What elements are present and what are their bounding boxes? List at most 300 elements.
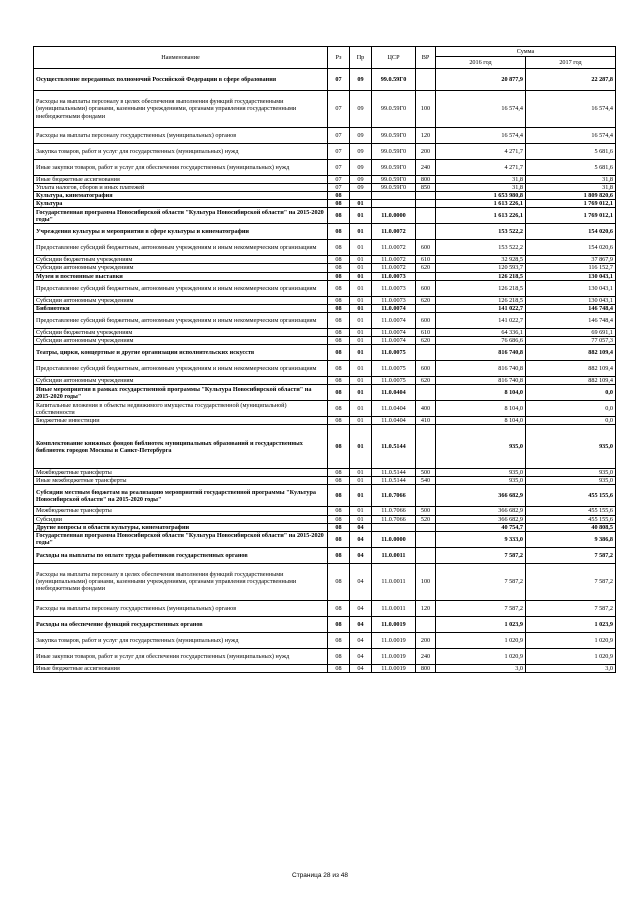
cell-rz: 08 [328,256,350,264]
cell-csr: 11.0.0000 [372,531,416,547]
table-row [34,425,616,469]
cell-pr: 01 [350,477,372,485]
cell-name: Расходы на обеспечение функций государственных органов [34,616,328,632]
cell-pr: 04 [350,616,372,632]
cell-rz: 08 [328,515,350,523]
cell-pr: 01 [350,485,372,507]
cell-v2017: 1 020,9 [526,632,616,648]
cell-vr: 800 [416,176,436,184]
cell-rz: 07 [328,69,350,91]
cell-vr: 610 [416,256,436,264]
cell-v2017: 130 043,1 [526,296,616,304]
cell-v2017: 1 809 820,6 [526,192,616,200]
cell-csr: 11.0.0404 [372,401,416,417]
cell-v2016: 1 020,9 [436,632,526,648]
cell-v2016: 32 928,5 [436,256,526,264]
cell-rz: 08 [328,425,350,469]
cell-v2016: 8 104,0 [436,385,526,401]
cell-name: Иные закупки товаров, работ и услуг для обеспечения государственных (муниципальных) нужд [34,648,328,664]
cell-rz: 08 [328,632,350,648]
cell-v2016: 64 336,1 [436,328,526,336]
table-row [34,417,616,425]
cell-csr: 11.0.0074 [372,336,416,344]
table-row [34,632,616,648]
cell-v2016: 16 574,4 [436,128,526,144]
table-row [34,240,616,256]
cell-v2017: 1 020,9 [526,648,616,664]
cell-vr: 240 [416,648,436,664]
cell-pr: 01 [350,240,372,256]
cell-v2017: 1 769 012,1 [526,200,616,208]
cell-v2017: 0,0 [526,401,616,417]
table-row [34,91,616,128]
cell-v2017: 882 109,4 [526,345,616,361]
cell-v2017: 935,0 [526,469,616,477]
cell-v2016: 7 587,2 [436,547,526,563]
cell-v2017: 0,0 [526,385,616,401]
cell-v2017: 69 691,1 [526,328,616,336]
cell-pr: 04 [350,632,372,648]
cell-name: Субсидии бюджетным учреждениям [34,328,328,336]
table-row [34,361,616,377]
table-row [34,176,616,184]
cell-v2016: 1 020,9 [436,648,526,664]
cell-csr: 11.0.7066 [372,485,416,507]
cell-pr: 01 [350,304,372,312]
table-row [34,345,616,361]
cell-v2016: 1 613 226,1 [436,208,526,224]
table-row [34,69,616,91]
cell-pr: 04 [350,648,372,664]
table-row [34,192,616,200]
cell-rz: 08 [328,417,350,425]
cell-csr: 11.0.0073 [372,296,416,304]
cell-csr [372,192,416,200]
cell-v2016: 816 740,8 [436,361,526,377]
cell-vr: 600 [416,312,436,328]
cell-name: Субсидии автономным учреждениям [34,264,328,272]
table-row [34,304,616,312]
table-row [34,280,616,296]
cell-pr: 09 [350,144,372,160]
cell-rz: 08 [328,361,350,377]
table-row [34,563,616,600]
cell-name: Закупка товаров, работ и услуг для государственных (муниципальных) нужд [34,144,328,160]
cell-pr: 01 [350,425,372,469]
table-row [34,256,616,264]
cell-pr: 01 [350,417,372,425]
cell-pr: 01 [350,377,372,385]
cell-v2017: 130 043,1 [526,272,616,280]
header-csr: ЦСР [372,47,416,69]
cell-v2017: 7 587,2 [526,563,616,600]
cell-vr [416,523,436,531]
cell-vr: 850 [416,184,436,192]
cell-rz: 08 [328,224,350,240]
cell-name: Культура, кинематография [34,192,328,200]
cell-name: Иные мероприятия в рамках государственной программы "Культура Новосибирской области" на 2015-2020 годы" [34,385,328,401]
table-row [34,264,616,272]
cell-name: Иные закупки товаров, работ и услуг для обеспечения государственных (муниципальных) нужд [34,160,328,176]
cell-csr: 11.0.0072 [372,224,416,240]
cell-csr: 11.0.0011 [372,547,416,563]
cell-rz: 08 [328,240,350,256]
cell-name: Уплата налогов, сборов и иных платежей [34,184,328,192]
cell-name: Предоставление субсидий бюджетным, автономным учреждениям и иным некоммерческим организациям [34,312,328,328]
cell-vr: 200 [416,632,436,648]
cell-pr: 01 [350,336,372,344]
cell-name: Межбюджетные трансферты [34,469,328,477]
cell-rz: 08 [328,304,350,312]
cell-pr: 09 [350,128,372,144]
cell-csr: 99.0.59Г0 [372,160,416,176]
cell-name: Субсидии бюджетным учреждениям [34,256,328,264]
cell-rz: 08 [328,296,350,304]
cell-rz: 08 [328,272,350,280]
cell-csr: 11.0.0075 [372,377,416,385]
table-row [34,515,616,523]
cell-v2017: 0,0 [526,417,616,425]
cell-rz: 08 [328,469,350,477]
cell-csr: 99.0.59Г0 [372,91,416,128]
header-name: Наименование [34,47,328,69]
cell-v2017: 16 574,4 [526,91,616,128]
budget-table [33,46,616,673]
cell-rz: 08 [328,312,350,328]
cell-v2016: 7 587,2 [436,563,526,600]
cell-rz: 08 [328,507,350,515]
cell-v2017: 16 574,4 [526,128,616,144]
cell-rz: 08 [328,200,350,208]
cell-v2016: 16 574,4 [436,91,526,128]
cell-name: Бюджетные инвестиции [34,417,328,425]
cell-v2016: 7 587,2 [436,600,526,616]
cell-pr: 01 [350,272,372,280]
cell-pr: 09 [350,160,372,176]
cell-pr: 04 [350,664,372,672]
header-pr: Пр [350,47,372,69]
cell-rz: 08 [328,208,350,224]
cell-v2016: 366 682,9 [436,507,526,515]
cell-rz: 08 [328,377,350,385]
cell-rz: 08 [328,600,350,616]
cell-vr: 500 [416,507,436,515]
cell-vr [416,224,436,240]
cell-csr: 11.0.5144 [372,477,416,485]
cell-vr [416,385,436,401]
table-row [34,485,616,507]
cell-vr: 500 [416,469,436,477]
cell-name: Учреждения культуры и мероприятия в сфере культуры и кинематографии [34,224,328,240]
cell-v2016: 935,0 [436,477,526,485]
cell-vr: 520 [416,515,436,523]
table-row [34,184,616,192]
cell-v2017: 7 587,2 [526,547,616,563]
cell-csr [372,200,416,208]
cell-rz: 08 [328,523,350,531]
cell-name: Государственная программа Новосибирской области "Культура Новосибирской области" на 2015-2020 годы" [34,531,328,547]
cell-pr: 09 [350,69,372,91]
cell-v2016: 126 218,5 [436,296,526,304]
cell-rz: 07 [328,160,350,176]
cell-v2016: 126 218,5 [436,280,526,296]
cell-vr: 800 [416,664,436,672]
cell-vr: 620 [416,264,436,272]
cell-csr: 11.0.0019 [372,632,416,648]
table-row [34,616,616,632]
cell-v2017: 3,0 [526,664,616,672]
table-row [34,312,616,328]
cell-csr: 11.0.0019 [372,648,416,664]
cell-pr: 01 [350,280,372,296]
cell-v2017: 154 020,6 [526,240,616,256]
cell-name: Предоставление субсидий бюджетным, автономным учреждениям и иным некоммерческим организациям [34,361,328,377]
cell-v2017: 22 287,8 [526,69,616,91]
cell-name: Музеи и постоянные выставки [34,272,328,280]
cell-csr: 11.0.0404 [372,385,416,401]
cell-name: Библиотеки [34,304,328,312]
table-row [34,401,616,417]
header-sum: Сумма [436,47,616,57]
cell-csr: 11.0.0073 [372,280,416,296]
cell-rz: 08 [328,477,350,485]
cell-csr [372,523,416,531]
cell-v2016: 126 218,5 [436,272,526,280]
cell-vr: 620 [416,296,436,304]
cell-rz: 08 [328,531,350,547]
cell-vr: 120 [416,128,436,144]
cell-rz: 08 [328,401,350,417]
cell-v2016: 120 593,7 [436,264,526,272]
cell-v2017: 31,8 [526,184,616,192]
cell-pr: 01 [350,296,372,304]
cell-v2017: 935,0 [526,477,616,485]
cell-rz: 08 [328,280,350,296]
cell-csr: 11.0.5144 [372,469,416,477]
cell-vr [416,304,436,312]
cell-v2017: 5 681,6 [526,144,616,160]
cell-v2016: 3,0 [436,664,526,672]
cell-name: Субсидии местным бюджетам на реализацию мероприятий государственной программы "Культура Новосибирской области" на 2015-2020 годы" [34,485,328,507]
cell-rz: 08 [328,264,350,272]
cell-vr: 400 [416,401,436,417]
table-row [34,224,616,240]
cell-vr [416,616,436,632]
cell-pr: 01 [350,312,372,328]
cell-pr: 01 [350,401,372,417]
table-row [34,200,616,208]
table-row [34,296,616,304]
header-rz: Рз [328,47,350,69]
cell-csr: 11.0.0000 [372,208,416,224]
cell-vr [416,192,436,200]
cell-v2016: 4 271,7 [436,160,526,176]
cell-csr: 11.0.0019 [372,664,416,672]
cell-rz: 08 [328,485,350,507]
cell-vr [416,531,436,547]
cell-rz: 07 [328,91,350,128]
cell-vr: 620 [416,377,436,385]
cell-v2016: 366 682,9 [436,515,526,523]
cell-v2016: 141 022,7 [436,312,526,328]
cell-csr: 11.0.0072 [372,240,416,256]
cell-name: Иные бюджетные ассигнования [34,664,328,672]
table-row [34,144,616,160]
cell-rz: 07 [328,184,350,192]
table-body [34,69,616,673]
table-row [34,160,616,176]
cell-vr: 600 [416,280,436,296]
cell-vr: 120 [416,600,436,616]
cell-rz: 08 [328,192,350,200]
cell-csr: 11.0.5144 [372,425,416,469]
cell-csr: 11.0.0075 [372,345,416,361]
cell-csr: 11.0.0019 [372,616,416,632]
cell-v2016: 1 653 980,8 [436,192,526,200]
cell-name: Субсидии автономным учреждениям [34,377,328,385]
cell-v2017: 882 109,4 [526,361,616,377]
cell-name: Театры, цирки, концертные и другие организации исполнительских искусств [34,345,328,361]
cell-v2017: 116 152,7 [526,264,616,272]
cell-v2016: 20 877,9 [436,69,526,91]
cell-name: Комплектование книжных фондов библиотек муниципальных образований и государственных библиотек городов Москвы и Санкт-Петербурга [34,425,328,469]
cell-csr: 99.0.59Г0 [372,144,416,160]
cell-v2017: 882 109,4 [526,377,616,385]
cell-rz: 08 [328,664,350,672]
cell-pr: 04 [350,523,372,531]
cell-vr [416,425,436,469]
table-row [34,469,616,477]
cell-csr: 11.0.0404 [372,417,416,425]
cell-pr: 01 [350,345,372,361]
cell-vr: 600 [416,361,436,377]
cell-rz: 08 [328,547,350,563]
cell-csr: 11.0.0011 [372,600,416,616]
cell-csr: 11.0.7066 [372,507,416,515]
cell-csr: 11.0.0075 [372,361,416,377]
cell-vr [416,69,436,91]
table-row [34,523,616,531]
cell-rz: 08 [328,345,350,361]
cell-pr: 01 [350,208,372,224]
cell-v2017: 5 681,6 [526,160,616,176]
cell-csr: 11.0.0074 [372,312,416,328]
cell-name: Государственная программа Новосибирской области "Культура Новосибирской области" на 2015-2020 годы" [34,208,328,224]
page-number: Страница 28 из 48 [292,872,348,879]
cell-v2017: 146 748,4 [526,304,616,312]
cell-csr: 99.0.59Г0 [372,69,416,91]
cell-pr: 01 [350,507,372,515]
cell-v2017: 935,0 [526,425,616,469]
cell-name: Расходы на выплаты персоналу в целях обеспечения выполнения функций государственными (муниципальными) органами, казенными учреждениями, органами управления государственными внебюджетными фондами [34,91,328,128]
cell-v2016: 9 333,0 [436,531,526,547]
cell-pr: 01 [350,200,372,208]
cell-name: Субсидии [34,515,328,523]
cell-vr: 610 [416,328,436,336]
cell-name: Капитальные вложения в объекты недвижимого имущества государственной (муниципальной) собственности [34,401,328,417]
cell-v2017: 455 155,6 [526,507,616,515]
table-row [34,328,616,336]
cell-pr: 04 [350,531,372,547]
cell-v2016: 76 686,6 [436,336,526,344]
cell-rz: 08 [328,328,350,336]
cell-name: Межбюджетные трансферты [34,507,328,515]
cell-name: Закупка товаров, работ и услуг для государственных (муниципальных) нужд [34,632,328,648]
cell-v2017: 31,8 [526,176,616,184]
header-2016: 2016 год [436,57,526,69]
cell-v2016: 366 682,9 [436,485,526,507]
cell-pr: 01 [350,469,372,477]
cell-v2016: 1 613 226,1 [436,200,526,208]
cell-v2016: 31,8 [436,184,526,192]
cell-rz: 08 [328,563,350,600]
table-row [34,600,616,616]
cell-csr: 99.0.59Г0 [372,176,416,184]
cell-name: Предоставление субсидий бюджетным, автономным учреждениям и иным некоммерческим организациям [34,240,328,256]
cell-v2017: 7 587,2 [526,600,616,616]
cell-pr: 01 [350,385,372,401]
cell-v2016: 4 271,7 [436,144,526,160]
cell-v2016: 31,8 [436,176,526,184]
cell-csr: 11.0.0074 [372,328,416,336]
cell-pr: 09 [350,184,372,192]
cell-v2016: 8 104,0 [436,417,526,425]
cell-csr: 11.0.0074 [372,304,416,312]
cell-v2016: 141 022,7 [436,304,526,312]
cell-vr: 200 [416,144,436,160]
cell-v2017: 9 386,8 [526,531,616,547]
cell-v2016: 1 023,9 [436,616,526,632]
cell-rz: 08 [328,385,350,401]
table-row [34,547,616,563]
cell-v2017: 40 808,5 [526,523,616,531]
cell-pr: 04 [350,563,372,600]
cell-name: Субсидии автономным учреждениям [34,336,328,344]
cell-v2016: 935,0 [436,469,526,477]
cell-v2017: 146 748,4 [526,312,616,328]
table-row [34,128,616,144]
table-row [34,507,616,515]
cell-v2016: 153 522,2 [436,224,526,240]
cell-vr [416,208,436,224]
cell-vr: 410 [416,417,436,425]
cell-rz: 08 [328,616,350,632]
cell-pr: 09 [350,176,372,184]
cell-vr: 540 [416,477,436,485]
cell-name: Иные межбюджетные трансферты [34,477,328,485]
cell-name: Расходы на выплаты персоналу в целях обеспечения выполнения функций государственными (муниципальными) органами, казенными учреждениями, органами управления государственными внебюджетными фондами [34,563,328,600]
cell-pr: 01 [350,515,372,523]
cell-pr: 01 [350,264,372,272]
cell-rz: 07 [328,144,350,160]
cell-pr: 01 [350,361,372,377]
cell-name: Расходы на выплаты по оплате труда работников государственных органов [34,547,328,563]
cell-v2017: 1 769 012,1 [526,208,616,224]
cell-vr: 100 [416,91,436,128]
cell-vr: 600 [416,240,436,256]
cell-vr: 100 [416,563,436,600]
table-row [34,377,616,385]
cell-vr: 240 [416,160,436,176]
cell-v2017: 1 023,9 [526,616,616,632]
cell-csr: 99.0.59Г0 [372,128,416,144]
cell-name: Субсидии автономным учреждениям [34,296,328,304]
cell-pr: 04 [350,600,372,616]
cell-v2016: 40 754,7 [436,523,526,531]
cell-name: Осуществление переданных полномочий Российской Федерации в сфере образования [34,69,328,91]
cell-v2017: 77 057,3 [526,336,616,344]
cell-v2016: 816 740,8 [436,345,526,361]
